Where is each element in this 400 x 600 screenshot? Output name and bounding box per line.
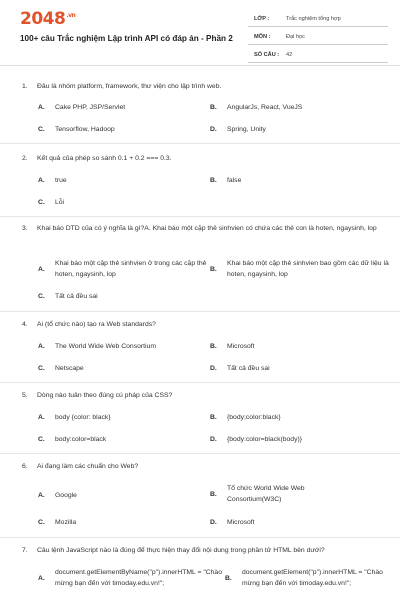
option-text: Microsoft bbox=[227, 343, 255, 350]
option-text: body {color: black} bbox=[55, 414, 111, 421]
option-letter: C. bbox=[38, 199, 45, 206]
option-letter: A. bbox=[38, 574, 45, 582]
option-letter: D. bbox=[210, 436, 217, 443]
option-b[interactable] bbox=[210, 102, 302, 113]
meta-value: Đại học bbox=[286, 34, 305, 40]
meta-row-subject bbox=[248, 30, 388, 45]
meta-value: 42 bbox=[286, 52, 293, 58]
question-number: 1. bbox=[22, 83, 28, 90]
option-text: body:color=black bbox=[55, 436, 107, 443]
question-number: 6. bbox=[22, 463, 28, 470]
option-letter: A. bbox=[38, 104, 45, 111]
option-c[interactable] bbox=[38, 197, 64, 208]
option-letter: A. bbox=[38, 265, 45, 273]
option-text: The World Wide Web Consortium bbox=[55, 343, 156, 350]
option-text: Tensorflow, Hadoop bbox=[55, 126, 115, 133]
option-b[interactable] bbox=[210, 258, 390, 280]
option-a[interactable] bbox=[38, 412, 111, 423]
option-letter: A. bbox=[38, 177, 45, 184]
logo-main: 2048 bbox=[20, 9, 66, 29]
question-stem bbox=[22, 390, 390, 401]
divider bbox=[0, 453, 400, 454]
question-text: Câu lệnh JavaScript nào là đúng để thực hiện thay đổi nội dung trong phần tử HTML bên dưới? bbox=[37, 547, 325, 554]
option-a[interactable] bbox=[38, 490, 77, 501]
question-text: Kết quả của phép so sánh 0.1 + 0.2 === 0.3. bbox=[37, 155, 172, 162]
option-d[interactable] bbox=[210, 434, 302, 445]
divider bbox=[0, 143, 400, 144]
option-letter: B. bbox=[225, 574, 232, 582]
option-b[interactable] bbox=[210, 412, 281, 423]
logo-suffix: .vn bbox=[66, 12, 76, 20]
option-letter: B. bbox=[210, 343, 217, 350]
option-letter: D. bbox=[210, 365, 217, 372]
meta-key: LỚP : bbox=[254, 16, 270, 22]
option-b[interactable] bbox=[225, 567, 390, 589]
option-text: Mozilla bbox=[55, 519, 77, 526]
option-text: Khai báo một cặp thẻ sinhvien ở trong các cặp thẻ hoten, ngaysinh, lop bbox=[55, 260, 207, 278]
option-c[interactable] bbox=[38, 363, 84, 374]
option-b[interactable] bbox=[210, 175, 241, 186]
question-stem bbox=[22, 319, 390, 330]
option-text: Microsoft bbox=[227, 519, 255, 526]
question-text: Ai (tổ chức nào) tạo ra Web standards? bbox=[37, 321, 156, 328]
divider bbox=[0, 537, 400, 538]
question-stem bbox=[22, 81, 390, 92]
option-letter: A. bbox=[38, 492, 45, 499]
meta-value: Trắc nghiệm tổng hợp bbox=[286, 16, 341, 22]
option-letter: C. bbox=[38, 519, 45, 526]
option-text: Netscape bbox=[55, 365, 84, 372]
question-number: 7. bbox=[22, 547, 28, 554]
question-text: Khai báo DTD của có ý nghĩa là gì?A. Khai báo một cặp thẻ sinhvien có chứa các thẻ con là hoten, ngaysinh, lop bbox=[37, 225, 377, 232]
question-7 bbox=[22, 545, 390, 556]
option-text: true bbox=[55, 177, 67, 184]
option-b[interactable] bbox=[210, 483, 340, 505]
option-a[interactable] bbox=[38, 258, 208, 280]
divider bbox=[0, 311, 400, 312]
option-text: Tổ chức World Wide Web Consortium(W3C) bbox=[227, 485, 305, 503]
option-letter: A. bbox=[38, 414, 45, 421]
option-letter: B. bbox=[210, 414, 217, 421]
option-letter: B. bbox=[210, 104, 217, 111]
site-logo[interactable] bbox=[20, 9, 75, 29]
question-2 bbox=[22, 153, 390, 164]
page-header bbox=[0, 0, 400, 66]
option-a[interactable] bbox=[38, 341, 156, 352]
option-c[interactable] bbox=[38, 291, 98, 302]
question-number: 5. bbox=[22, 392, 28, 399]
page-title: 100+ câu Trắc nghiệm Lập trình API có đáp án - Phần 2 bbox=[20, 34, 233, 43]
question-1 bbox=[22, 81, 390, 92]
option-letter: A. bbox=[38, 343, 45, 350]
option-text: Google bbox=[55, 492, 77, 499]
option-letter: C. bbox=[38, 293, 45, 300]
option-letter: B. bbox=[210, 177, 217, 184]
meta-row-class bbox=[248, 12, 388, 27]
question-text: Dòng nào tuân theo đúng cú pháp của CSS? bbox=[37, 392, 173, 399]
question-stem bbox=[22, 223, 390, 234]
option-text: document.getElement("p").innerHTML = "Chào mừng bạn đến với timoday.edu.vn!"; bbox=[242, 569, 383, 587]
option-c[interactable] bbox=[38, 434, 106, 445]
option-text: AngularJs, React, VueJS bbox=[227, 104, 303, 111]
option-text: {body;color:black} bbox=[227, 414, 281, 421]
option-text: Cake PHP, JSP/Servlet bbox=[55, 104, 126, 111]
question-text: Đâu là nhóm platform, framework, thư viện cho lập trình web. bbox=[37, 83, 222, 90]
option-letter: B. bbox=[210, 490, 217, 498]
divider bbox=[0, 216, 400, 217]
question-stem bbox=[22, 153, 390, 164]
question-6 bbox=[22, 461, 390, 472]
option-d[interactable] bbox=[210, 517, 255, 528]
option-letter: C. bbox=[38, 436, 45, 443]
option-a[interactable] bbox=[38, 175, 67, 186]
option-letter: C. bbox=[38, 126, 45, 133]
option-text: false bbox=[227, 177, 242, 184]
question-stem bbox=[22, 545, 390, 556]
question-number: 2. bbox=[22, 155, 28, 162]
option-c[interactable] bbox=[38, 517, 76, 528]
question-number: 4. bbox=[22, 321, 28, 328]
meta-key: SỐ CÂU : bbox=[254, 52, 280, 58]
option-d[interactable] bbox=[210, 363, 270, 374]
question-5 bbox=[22, 390, 390, 401]
option-letter: B. bbox=[210, 265, 217, 273]
option-text: {body:color=black(body)} bbox=[227, 436, 303, 443]
question-text: Ai đang làm các chuẩn cho Web? bbox=[37, 463, 139, 470]
option-letter: D. bbox=[210, 519, 217, 526]
question-4 bbox=[22, 319, 390, 330]
option-b[interactable] bbox=[210, 341, 255, 352]
meta-box bbox=[248, 12, 388, 63]
meta-key: MÔN : bbox=[254, 34, 271, 40]
question-number: 3. bbox=[22, 225, 28, 232]
option-text: Tất cả đều sai bbox=[227, 365, 270, 372]
option-letter: C. bbox=[38, 365, 45, 372]
option-text: Lỗi bbox=[55, 199, 65, 206]
option-a[interactable] bbox=[38, 567, 223, 589]
option-c[interactable] bbox=[38, 124, 115, 135]
option-text: Khai báo một cặp thẻ sinhvien bao gồm các dữ liệu là hoten, ngaysinh, lop bbox=[227, 260, 389, 278]
option-text: Tất cả đều sai bbox=[55, 293, 98, 300]
option-a[interactable] bbox=[38, 102, 125, 113]
option-text: Spring, Unity bbox=[227, 126, 266, 133]
divider bbox=[0, 382, 400, 383]
question-stem bbox=[22, 461, 390, 472]
option-d[interactable] bbox=[210, 124, 266, 135]
meta-row-count bbox=[248, 48, 388, 63]
option-text: document.getElementByName("p").innerHTML = "Chào mừng bạn đến với timoday.edu.vn!"; bbox=[55, 569, 222, 587]
question-3 bbox=[22, 223, 390, 234]
option-letter: D. bbox=[210, 126, 217, 133]
